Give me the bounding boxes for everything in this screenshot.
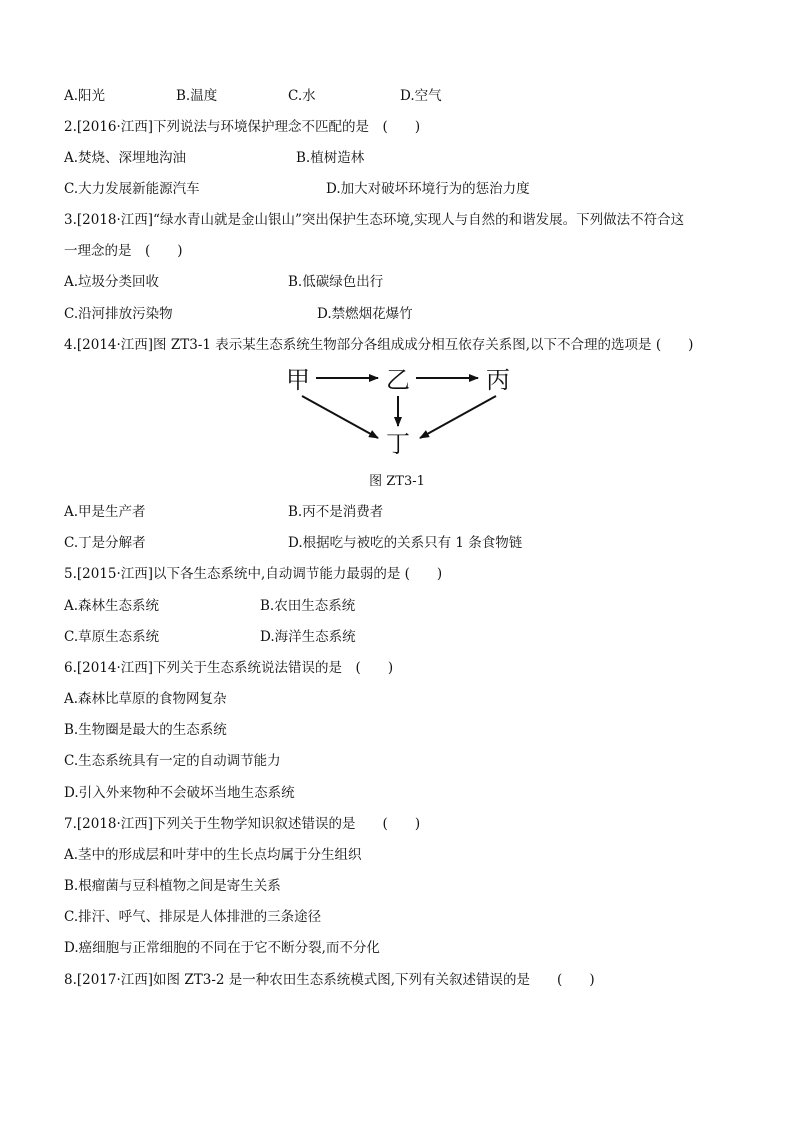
q3-option-b: B.低碳绿色出行 [288, 274, 384, 290]
q5-option-d: D.海洋生态系统 [260, 629, 356, 645]
q4-option-d: D.根据吃与被吃的关系只有 1 条食物链 [288, 535, 523, 551]
q3-option-a: A.垃圾分类回收 [64, 274, 160, 290]
arrow-jia-ding [302, 396, 378, 438]
q2-option-d: D.加大对破坏环境行为的惩治力度 [326, 181, 530, 197]
q2-option-a: A.焚烧、深埋地沟油 [64, 150, 187, 166]
q5-option-b: B.农田生态系统 [260, 598, 356, 614]
node-ding: 丁 [386, 430, 410, 458]
q7-option-a: A.茎中的形成层和叶芽中的生长点均属于分生组织 [64, 847, 362, 863]
q4-option-a: A.甲是生产者 [64, 504, 146, 520]
node-jia: 甲 [286, 366, 310, 394]
q1-option-d: D.空气 [400, 88, 442, 104]
q2-stem: 2.[2016·江西]下列说法与环境保护理念不匹配的是 ( ) [64, 119, 421, 135]
q7-option-c: C.排汗、呼气、排尿是人体排泄的三条途径 [64, 909, 322, 925]
q6-stem: 6.[2014·江西]下列关于生态系统说法错误的是 ( ) [64, 660, 394, 676]
q2-option-c: C.大力发展新能源汽车 [64, 181, 200, 197]
q7-option-d: D.癌细胞与正常细胞的不同在于它不断分裂,而不分化 [64, 940, 380, 956]
q4-option-b: B.丙不是消费者 [288, 504, 384, 520]
q6-option-a: A.森林比草原的食物网复杂 [64, 691, 227, 707]
q3-option-d: D.禁燃烟花爆竹 [317, 306, 413, 322]
node-bing: 丙 [486, 366, 510, 394]
q1-option-a: A.阳光 [64, 88, 106, 104]
arrow-bing-ding [420, 396, 496, 438]
q5-option-c: C.草原生态系统 [64, 629, 160, 645]
q3-option-c: C.沿河排放污染物 [64, 306, 173, 322]
q6-option-b: B.生物圈是最大的生态系统 [64, 722, 227, 738]
node-yi: 乙 [386, 366, 410, 394]
q4-stem: 4.[2014·江西]图 ZT3-1 表示某生态系统生物部分各组成成分相互依存关系图,以下不合理的选项是 ( ) [64, 337, 694, 353]
q5-stem: 5.[2015·江西]以下各生态系统中,自动调节能力最弱的是 ( ) [64, 566, 443, 582]
q1-option-b: B.温度 [176, 88, 218, 104]
q1-option-c: C.水 [288, 88, 316, 104]
q2-option-b: B.植树造林 [296, 150, 365, 166]
figure-caption: 图 ZT3-1 [369, 474, 425, 489]
q6-option-c: C.生态系统具有一定的自动调节能力 [64, 753, 281, 769]
food-web-diagram [270, 360, 530, 460]
q7-stem: 7.[2018·江西]下列关于生物学知识叙述错误的是 ( ) [64, 816, 421, 832]
q6-option-d: D.引入外来物种不会破坏当地生态系统 [64, 785, 295, 801]
q4-option-c: C.丁是分解者 [64, 535, 146, 551]
q5-option-a: A.森林生态系统 [64, 598, 160, 614]
q3-stem-line2: 一理念的是 ( ) [64, 243, 183, 259]
q7-option-b: B.根瘤菌与豆科植物之间是寄生关系 [64, 878, 281, 894]
q3-stem-line1: 3.[2018·江西]“绿水青山就是金山银山”突出保护生态环境,实现人与自然的和谐发展。下列做法不符合这 [64, 212, 685, 228]
q8-stem: 8.[2017·江西]如图 ZT3-2 是一种农田生态系统模式图,下列有关叙述错误的是 ( ) [64, 972, 595, 988]
